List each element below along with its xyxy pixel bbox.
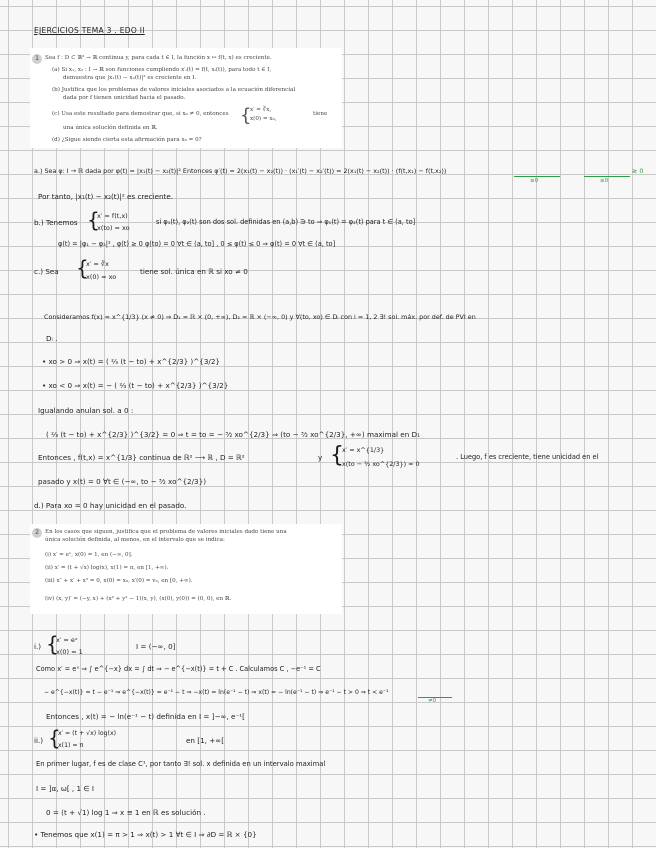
solution-1c-line-6b: . Luego, f es creciente, tiene unicidad en el (456, 453, 599, 461)
system-brace: { (46, 632, 59, 656)
underline-mark (584, 176, 630, 177)
solution-1b-system-eq-2: x(to) = xo (97, 224, 130, 232)
solution-1c-line-1: Consideramos f(x) = x^{1/3} (x ≠ 0) ⇒ D₁ = ℝ × (0, +∞), D₂ = ℝ × (−∞, 0) y ∀(to, xo) ∈ Dᵢ con i = 1, 2 ∃! sol. máx. por def. de PVI en (44, 313, 476, 321)
solution-2i-line-2: − e^{−x(t)} = t − e⁻¹ ⇒ e^{−x(t)} = e⁻¹ − t ⇒ −x(t) = ln(e⁻¹ − t) ⇒ x(t) = − ln(e⁻¹ − t) ⇒ e⁻¹ − t > 0 ⇒ t < e⁻¹ (44, 689, 389, 696)
problem-1-statement (30, 48, 342, 148)
system-brace: { (48, 726, 61, 750)
solution-2ii-line-2: I = ]α, ω[ , 1 ∈ I (36, 784, 95, 793)
solution-1c-y: y (318, 453, 323, 462)
part-a-line-1: (a) Si x₁, x₂ : I → ℝ son funciones cumpliendo x′ᵢ(t) = f(t, xᵢ(t)), para todo t ∈ I, (52, 67, 272, 73)
problem-2-statement (30, 524, 342, 614)
solution-2ii-label: ii.) (34, 736, 44, 745)
solution-2i-system-eq-2: x(0) = 1 (56, 648, 83, 656)
problem-number-badge: 1 (32, 54, 42, 64)
underline-mark (514, 176, 560, 177)
solution-2i-line-1: Como x′ = eˣ ⇒ ∫ e^{−x} dx = ∫ dt ⇒ − e^{−x(t)} = t + C . Calculamos C , −e⁻¹ = C (36, 665, 321, 673)
solution-1c-label: c.) Sea (34, 267, 59, 276)
system-brace: { (76, 256, 89, 280)
solution-2i-label: i.) (34, 642, 42, 651)
part-b-line-2: dada por f tienen unicidad hacia el pasado. (63, 95, 186, 101)
part-c-line-1: (c) Usa este resultado para demostrar que, si x₀ ≠ 0, entonces (52, 111, 229, 117)
solution-1c-line-6: Entonces , f(t,x) = x^{1/3} continua de ℝ² ⟶ ℝ , D = ℝ² (38, 453, 245, 462)
part-d-line: (d) ¿Sigue siendo cierta esta afirmación para x₀ = 0? (52, 137, 202, 143)
solution-1a-result-mark: ≥ 0 (632, 167, 644, 175)
part-c-line-2: una única solución definida en ℝ. (63, 125, 158, 131)
solution-1c-line-7: pasado y x(t) = 0 ∀t ∈ (−∞, to − ³⁄₂ xo^{2/3}) (38, 477, 207, 486)
problem-stem-line-2: única solución definida, al menos, en el intervalo que se indica: (45, 537, 225, 543)
case-i: (i) x′ = eˣ, x(0) = 1, en (−∞, 0]. (45, 552, 133, 558)
solution-2ii-system-eq-2: x(1) = π (58, 742, 84, 749)
page-title: EJERCICIOS TEMA 3 . EDO II (34, 26, 145, 35)
solution-1c-system-eq-3: x′ = x^{1/3} (342, 446, 385, 454)
case-ii: (ii) x′ = (t + √x) log(x), x(1) = π, en [1, +∞). (45, 565, 169, 571)
underline-note: ≠0 (428, 698, 437, 704)
solution-1c-line-1b: Dᵢ . (46, 334, 58, 343)
underline-note-1: ≥0 (530, 178, 539, 184)
solution-2ii-line-1: En primer lugar, f es de clase C¹, por tanto ∃! sol. x definida en un intervalo maximal (36, 760, 326, 768)
solution-1b-label: b.) Tenemos (34, 218, 78, 227)
solution-1a-line: a.) Sea φ: I → ℝ dada por φ(t) = |x₁(t) − x₂(t)|² Entonces φ′(t) = 2(x₁(t) − x₂(t)) · (x₁′(t) − x₂′(t)) = 2(x₁(t) − x₂(t)) · (f(t,x₁) − f(t,x₂)) (34, 167, 447, 175)
solution-1c-system-eq-1: x′ = ∛x (86, 260, 109, 268)
problem-stem: Sea f : D ⊂ ℝ² → ℝ continua y, para cada t ∈ I, la función x ↦ f(t, x) es creciente. (45, 55, 272, 61)
solution-2ii-interval: en [1, +∞[ (186, 736, 225, 745)
case-iv: (iv) (x, y)′ = (−y, x) + (x² + y² − 1)(x, y), (x(0), y(0)) = (0, 0), en ℝ. (45, 596, 232, 602)
part-c-system-eq-2: x(0) = x₀, (250, 116, 277, 122)
underline-note-2: ≥0 (600, 178, 609, 184)
solution-2i-system-eq-1: x′ = eˣ (56, 636, 78, 644)
part-b-line-1: (b) Justifica que los problemas de valores iniciales asociados a la ecuación diferencial (52, 87, 296, 93)
solution-1b-text: si φ₁(t), φ₂(t) son dos sol. definidas en (a,b) ∋ to ⇒ φ₁(t) = φ₂(t) para t ∈ (a, to] (156, 218, 416, 226)
solution-1a-conclusion: Por tanto, |x₁(t) − x₂(t)|² es creciente. (38, 192, 174, 201)
solution-1c-bullet-1: • xo > 0 ⇒ x(t) = ( ⅔ (t − to) + x^{2/3} )^{3/2} (42, 357, 220, 366)
problem-stem-line-1: En los casos que siguen, justifica que el problema de valores iniciales dado tiene una (45, 529, 287, 535)
case-iii: (iii) x″ + x′ + x² = 0, x(0) = x₀, x′(0) = v₀, en [0, +∞). (45, 578, 193, 584)
solution-1c-bullet-2: • xo < 0 ⇒ x(t) = − ( ⅔ (t − to) + x^{2/3} )^{3/2} (42, 381, 229, 390)
system-brace: { (240, 105, 252, 126)
part-a-line-2: demuestra que |x₁(t) − x₂(t)|² es creciente en I. (63, 75, 197, 81)
part-c-tiene: tiene (313, 111, 328, 117)
solution-1c-system-eq-2: x(0) = xo (86, 273, 117, 281)
solution-1c-text: tiene sol. única en ℝ si xo ≠ 0 (140, 267, 248, 276)
system-brace: { (87, 208, 100, 232)
solution-1b-system-eq-1: x′ = f(t,x) (97, 212, 128, 220)
solution-2ii-line-4: • Tenemos que x(1) = π > 1 ⇒ x(t) > 1 ∀t ∈ I ⇒ ∂D = ℝ × {0} (34, 830, 257, 839)
solution-1c-line-5: ( ⅔ (t − to) + x^{2/3} )^{3/2} = 0 ⇒ t = to = − ³⁄₂ xo^{2/3} ⇒ (to − ³⁄₂ xo^{2/3}, +∞) maximal en D₁ (46, 430, 420, 439)
solution-2ii-line-3: 0 = (t + √1) log 1 ⇒ x ≡ 1 en ℝ es solución . (46, 808, 206, 817)
solution-1c-line-4: Igualando anulan sol. a 0 : (38, 406, 134, 415)
problem-number-badge: 2 (32, 528, 42, 538)
solution-1d-line: d.) Para xo = 0 hay unicidad en el pasado. (34, 501, 187, 510)
solution-2i-interval: I = (−∞, 0] (136, 642, 176, 651)
solution-2ii-system-eq-1: x′ = (t + √x) log(x) (58, 730, 117, 737)
solution-2i-line-3: Entonces , x(t) = − ln(e⁻¹ − t) definida en I = ]−∞, e⁻¹[ (46, 712, 245, 721)
solution-1c-system-eq-4: x(to − ³⁄₂ xo^{2/3}) = 0 (342, 460, 420, 468)
system-brace: { (330, 443, 344, 468)
solution-1b-line-2: φ(t) = |φ₁ − φ₂|² , φ(t) ≥ 0 φ(to) = 0 ∀t ∈ (a, to] , 0 ≤ φ(t) ≤ 0 ⇒ φ(t) = 0 ∀t ∈ (a, to] (58, 240, 336, 248)
part-c-system-eq-1: x′ = ∛x, (250, 107, 272, 113)
